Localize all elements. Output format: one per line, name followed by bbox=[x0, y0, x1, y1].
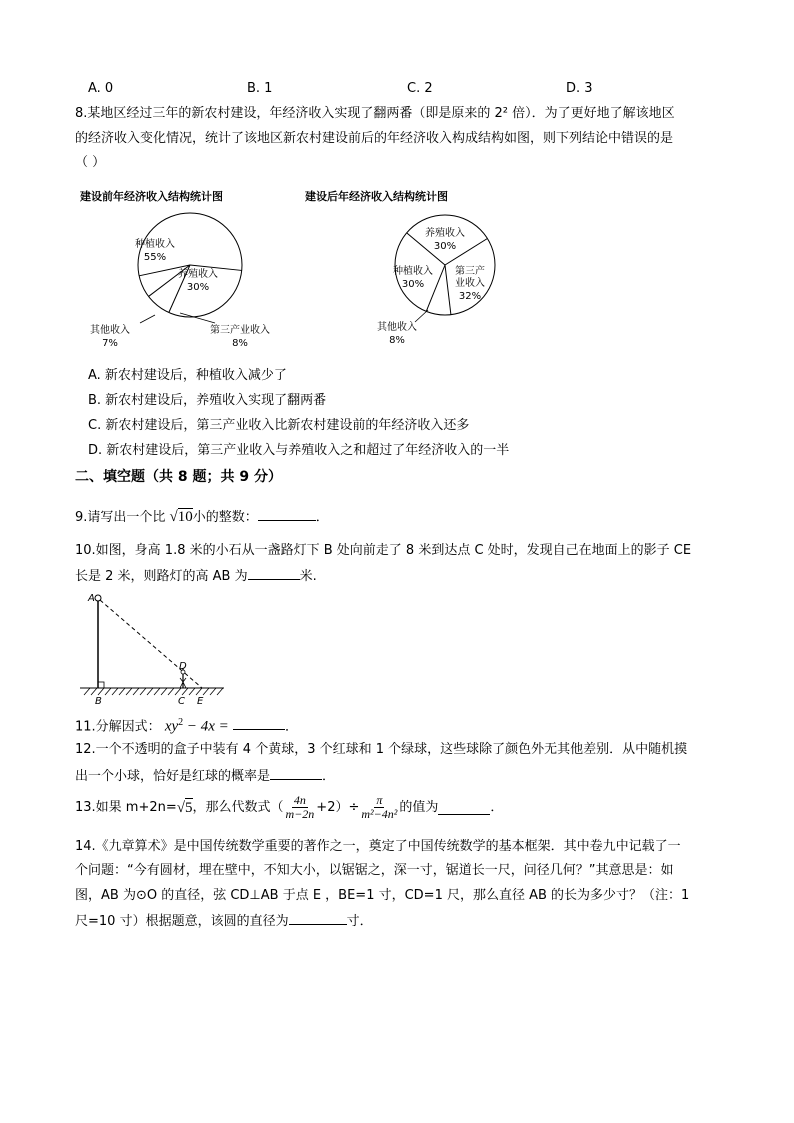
chart-before-title: 建设前年经济收入结构统计图 bbox=[80, 190, 223, 203]
fraction-1-numerator: 4n bbox=[293, 793, 306, 807]
q13-end: ． bbox=[490, 799, 504, 815]
pie-chart-after bbox=[360, 210, 530, 355]
q14-line3: 图，AB 为⊙O 的直径，弦 CD⊥AB 于点 E ，BE=1 寸，CD=1 尺，那么直径 AB 的长为多少寸？（注：1 bbox=[75, 888, 690, 903]
q8-line1: 8.某地区经过三年的新农村建设，年经济收入实现了翻两番（即是原来的 2² 倍）．为了更好地了解该地区 bbox=[75, 106, 675, 121]
slice-value-label: 7% bbox=[102, 338, 118, 349]
q9-end: ． bbox=[315, 510, 329, 525]
slice-value-label: 32% bbox=[458, 291, 482, 302]
fraction-1-denominator: m−2n bbox=[285, 807, 315, 821]
q11-line bbox=[75, 714, 298, 736]
q13-text-before: 13.如果 m+2n= bbox=[75, 799, 177, 815]
leader-line bbox=[415, 310, 428, 322]
lamp-shadow-figure bbox=[78, 590, 228, 708]
fraction-2-numerator: π bbox=[376, 793, 383, 807]
q10-line1: 10.如图，身高 1.8 米的小石从一盏路灯下 B 处向前走了 8 米到达点 C 处时，发现自己在地面上的影子 CE bbox=[75, 543, 692, 558]
hatch-line bbox=[133, 688, 139, 695]
hatch-line bbox=[91, 688, 97, 695]
q13-radicand: 5 bbox=[185, 800, 193, 816]
slice-label-cont: 业收入 bbox=[455, 278, 485, 289]
q8-option-d: D. 新农村建设后，第三产业收入与养殖收入之和超过了年经济收入的一半 bbox=[88, 443, 510, 458]
hatch-line bbox=[119, 688, 125, 695]
slice-label: 第三产业收入 bbox=[210, 325, 270, 336]
option-a: A. 0 bbox=[88, 81, 114, 96]
q13-line bbox=[75, 794, 503, 821]
hatch-line bbox=[140, 688, 146, 695]
hatch-line bbox=[189, 688, 195, 695]
hatch-line bbox=[203, 688, 209, 695]
slice-label: 种植收入 bbox=[393, 266, 433, 277]
q14-answer-blank[interactable] bbox=[289, 911, 347, 925]
light-ray bbox=[100, 600, 202, 688]
slice-value-label: 30% bbox=[186, 282, 210, 293]
q11-expr-rest: − 4x = bbox=[183, 718, 229, 735]
slice-value-label: 8% bbox=[232, 338, 248, 349]
q14-line2: 个问题：“今有圆材，埋在壁中，不知大小，以锯锯之，深一寸，锯道长一尺，问径几何？”其意思是：如 bbox=[75, 863, 674, 878]
hatch-line bbox=[126, 688, 132, 695]
hatch-line bbox=[182, 688, 188, 695]
section-heading: 二、填空题（共 8 题；共 9 分） bbox=[75, 469, 282, 485]
label-a: A bbox=[88, 593, 95, 604]
hatch-line bbox=[147, 688, 153, 695]
fraction-1 bbox=[284, 794, 317, 821]
chart-after-title: 建设后年经济收入结构统计图 bbox=[305, 190, 448, 203]
hatch-line bbox=[175, 688, 181, 695]
option-b: B. 1 bbox=[247, 81, 273, 96]
hatch-line bbox=[84, 688, 90, 695]
q10-line2 bbox=[75, 566, 317, 586]
right-angle-mark bbox=[98, 682, 104, 688]
pie-chart-before bbox=[80, 205, 300, 355]
q10-text-after: 米. bbox=[299, 569, 317, 584]
label-c: C bbox=[178, 696, 185, 707]
q9-radicand: 10 bbox=[177, 509, 193, 525]
q8-option-c: C. 新农村建设后，第三产业收入比新农村建设前的年经济收入还多 bbox=[88, 418, 470, 433]
q13-text-mid: ，那么代数式（ bbox=[192, 799, 284, 815]
q12-text-before: 出一个小球，恰好是红球的概率是 bbox=[75, 769, 271, 784]
q10-answer-blank[interactable] bbox=[248, 566, 300, 580]
slice-label: 第三产 bbox=[455, 266, 485, 277]
slice-label: 其他收入 bbox=[377, 322, 417, 333]
q12-line2 bbox=[75, 766, 335, 786]
q13-plus: +2）÷ bbox=[316, 799, 360, 815]
q14-text-before: 尺=10 寸）根据题意，该圆的直径为 bbox=[75, 914, 289, 929]
label-e: E bbox=[197, 696, 204, 707]
q11-end: ． bbox=[284, 719, 298, 735]
q14-line4 bbox=[75, 911, 373, 931]
leader-line bbox=[140, 315, 155, 323]
q11-text-before: 11.分解因式： bbox=[75, 719, 161, 735]
hatch-line bbox=[98, 688, 104, 695]
sqrt-symbol: √ bbox=[169, 509, 178, 525]
hatch-line bbox=[112, 688, 118, 695]
q10-text-before: 长是 2 米，则路灯的高 AB 为 bbox=[75, 569, 248, 584]
hatch-line bbox=[105, 688, 111, 695]
q11-expr-x: xy bbox=[164, 718, 179, 735]
hatch-line bbox=[154, 688, 160, 695]
q9-answer-blank[interactable] bbox=[258, 507, 316, 521]
q9-text-after: 小的整数： bbox=[192, 510, 258, 525]
label-d: D bbox=[179, 661, 187, 672]
slice-label: 养殖收入 bbox=[178, 269, 218, 280]
hatch-line bbox=[168, 688, 174, 695]
label-b: B bbox=[95, 696, 102, 707]
option-d: D. 3 bbox=[566, 81, 593, 96]
q13-answer-blank[interactable] bbox=[438, 801, 490, 815]
hatch-line bbox=[210, 688, 216, 695]
q11-exponent: 2 bbox=[178, 717, 184, 728]
q12-answer-blank[interactable] bbox=[270, 766, 322, 780]
fraction-2 bbox=[359, 794, 399, 821]
slice-value-label: 30% bbox=[401, 279, 425, 290]
slice-value-label: 8% bbox=[389, 335, 405, 346]
leader-line bbox=[180, 313, 215, 323]
q9-line bbox=[75, 507, 329, 527]
q12-text-after: ． bbox=[322, 769, 336, 784]
sqrt-symbol: √ bbox=[176, 799, 186, 816]
q14-line1: 14.《九章算术》是中国传统数学重要的著作之一，奠定了中国传统数学的基本框架．其中卷九中记载了一 bbox=[75, 839, 681, 854]
ground-hatching bbox=[84, 688, 223, 695]
q8-option-a: A. 新农村建设后，种植收入减少了 bbox=[88, 368, 287, 383]
q8-option-b: B. 新农村建设后，养殖收入实现了翻两番 bbox=[88, 393, 327, 408]
q8-line2: 的经济收入变化情况，统计了该地区新农村建设前后的年经济收入构成结构如图，则下列结论中错误的是 bbox=[75, 131, 674, 146]
q12-line1: 12.一个不透明的盒子中装有 4 个黄球，3 个红球和 1 个绿球，这些球除了颜色外无其他差别．从中随机摸 bbox=[75, 742, 688, 757]
q13-text-after: 的值为 bbox=[399, 799, 439, 815]
q11-answer-blank[interactable] bbox=[233, 716, 285, 730]
slice-label: 种植收入 bbox=[135, 239, 175, 250]
q14-text-after: 寸． bbox=[346, 914, 373, 929]
pie-slice-boundary bbox=[445, 265, 451, 315]
fraction-2-denominator: m²−4n² bbox=[361, 807, 398, 821]
hatch-line bbox=[217, 688, 223, 695]
hatch-line bbox=[161, 688, 167, 695]
slice-label: 养殖收入 bbox=[425, 228, 465, 239]
hatch-line bbox=[196, 688, 202, 695]
q9-text-before: 9.请写出一个比 bbox=[75, 510, 170, 525]
slice-value-label: 30% bbox=[433, 241, 457, 252]
option-c: C. 2 bbox=[407, 81, 433, 96]
q8-line3: （ ） bbox=[75, 155, 106, 170]
slice-label: 其他收入 bbox=[90, 325, 130, 336]
slice-value-label: 55% bbox=[143, 252, 167, 263]
